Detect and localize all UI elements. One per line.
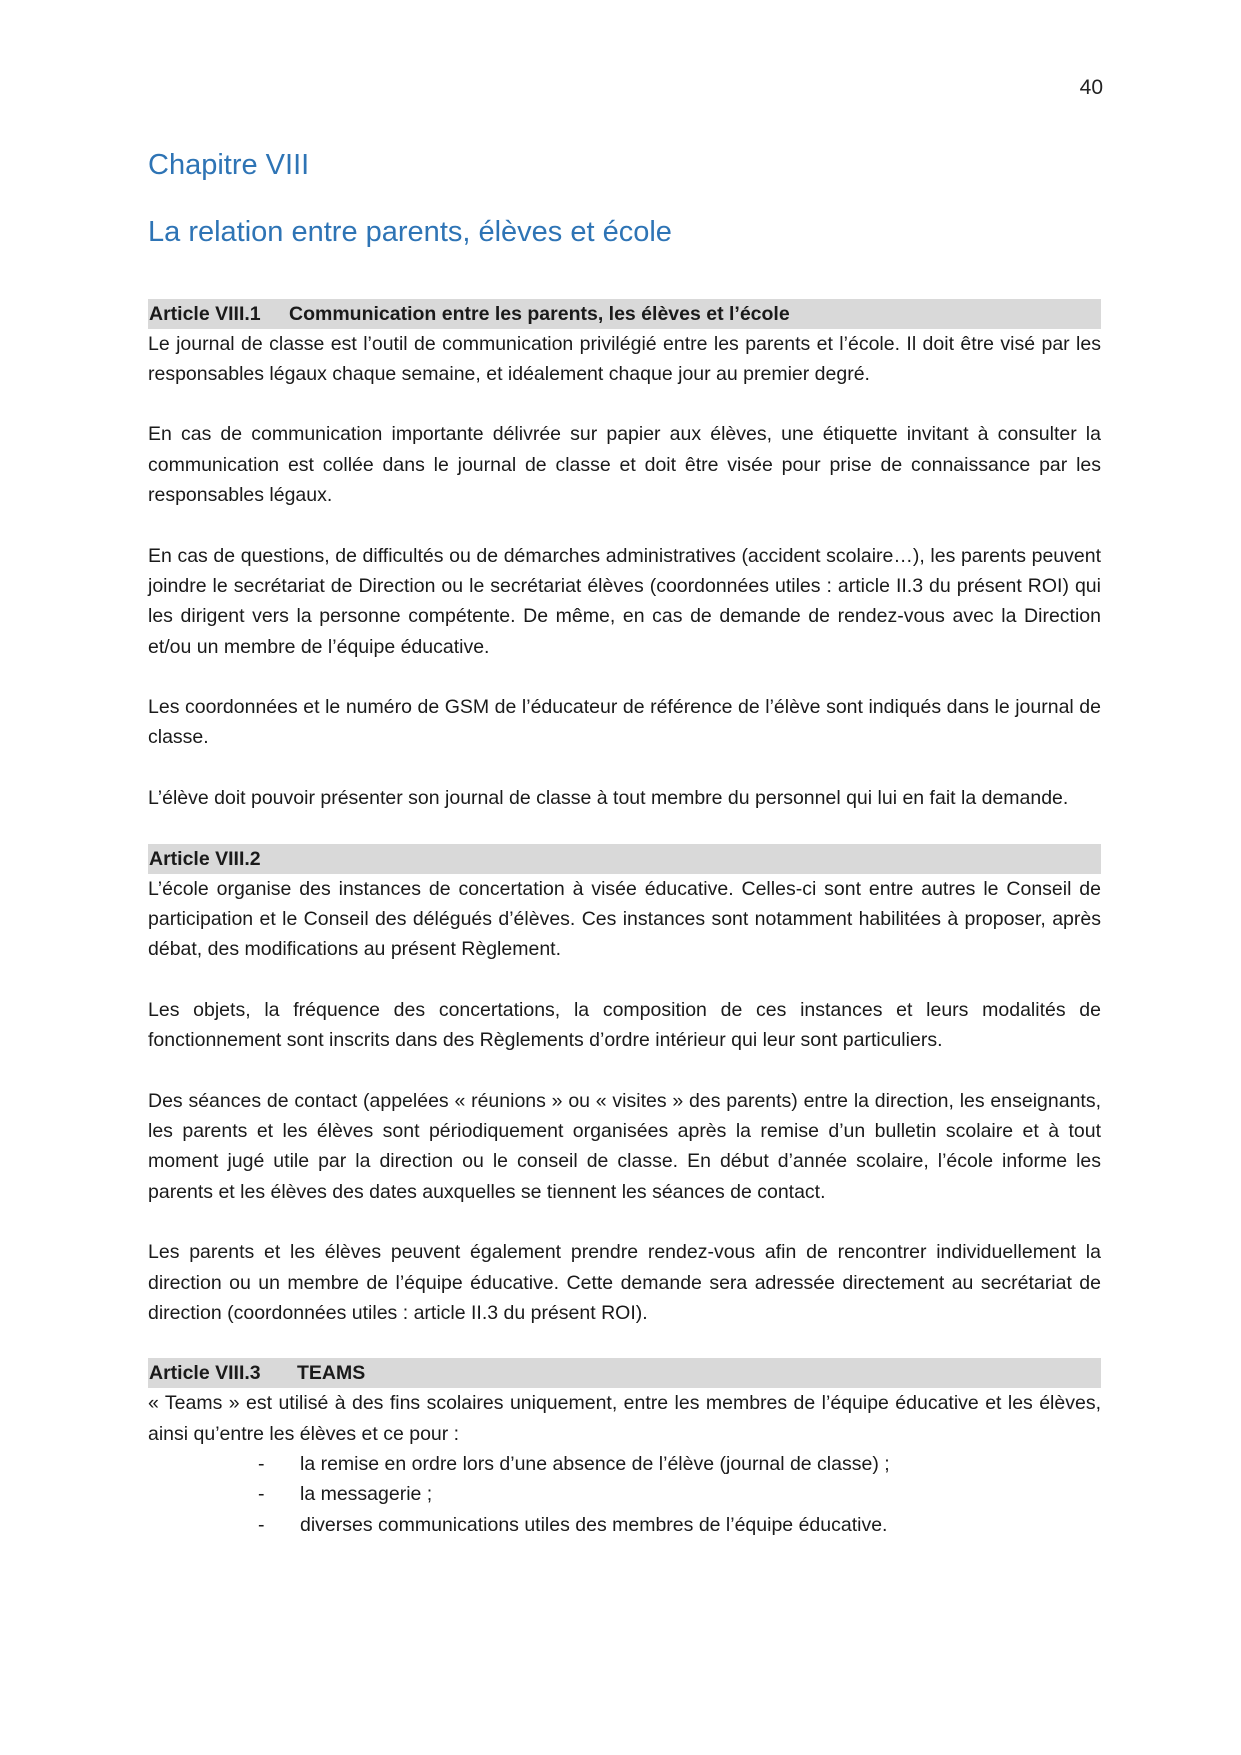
paragraph: L’élève doit pouvoir présenter son journal de classe à tout membre du personnel qui lui en fait la demande.	[148, 787, 1069, 810]
list-dash: -	[258, 1452, 265, 1475]
paragraph: En cas de communication importante délivrée sur papier aux élèves, une étiquette invitant à consulter la communication est collée dans le journal de classe et doit être visée pour prise de connaissance par les responsables légaux.	[148, 423, 1101, 507]
list-dash: -	[258, 1513, 265, 1536]
chapter-subtitle: La relation entre parents, élèves et école	[148, 215, 672, 248]
paragraph: En cas de questions, de difficultés ou de démarches administratives (accident scolaire…), les parents peuvent joindre le secrétariat de Direction ou le secrétariat élèves (coordonnées utiles : article II.3 du présent ROI) qui les dirigent vers la personne compétente. De même, en cas de demande de rendez-vous avec la Direction et/ou un membre de l’équipe éducative.	[148, 544, 1101, 658]
paragraph-spacer	[148, 1328, 1101, 1358]
list-item-text: diverses communications utiles des membres de l’équipe éducative.	[300, 1513, 888, 1536]
list-item-text: la messagerie ;	[300, 1483, 433, 1506]
paragraph: Le journal de classe est l’outil de communication privilégié entre les parents et l’école. Il doit être visé par les responsables légaux chaque semaine, et idéalement chaque jour au premier degré.	[148, 332, 1101, 385]
list-item	[148, 1449, 1101, 1479]
paragraph: Les parents et les élèves peuvent également prendre rendez-vous afin de rencontrer individuellement la direction ou un membre de l’équipe éducative. Cette demande sera adressée directement au secrétariat de direction (coordonnées utiles : article II.3 du présent ROI).	[148, 1241, 1101, 1324]
list-dash: -	[258, 1483, 265, 1506]
chapter-title: Chapitre VIII	[148, 149, 310, 181]
bullet-list	[148, 1449, 1101, 1540]
paragraph: Les coordonnées et le numéro de GSM de l’éducateur de référence de l’élève sont indiqués dans le journal de classe.	[148, 696, 1101, 749]
page-content	[148, 148, 1101, 1540]
article-header	[148, 299, 1101, 329]
article-header	[148, 844, 1101, 874]
article-viii-2	[148, 844, 1101, 1359]
article-number: Article VIII.3	[149, 1362, 261, 1385]
paragraph-spacer	[148, 813, 1101, 843]
list-item-text: la remise en ordre lors d’une absence de l’élève (journal de classe) ;	[300, 1452, 890, 1475]
paragraph: Des séances de contact (appelées « réunions » ou « visites » des parents) entre la direction, les enseignants, les parents et les élèves sont périodiquement organisées après la remise d’un bulletin scolaire et à tout moment jugé utile par la direction ou le conseil de classe. En début d’année scolaire, l’école informe les parents et les élèves des dates auxquelles se tiennent les séances de contact.	[148, 1089, 1101, 1203]
article-title: Communication entre les parents, les élèves et l’école	[289, 302, 790, 325]
list-item	[148, 1510, 1101, 1540]
article-number: Article VIII.2	[149, 847, 261, 870]
article-viii-3	[148, 1358, 1101, 1539]
paragraph: « Teams » est utilisé à des fins scolaires uniquement, entre les membres de l’équipe éducative et les élèves, ainsi qu’entre les élèves et ce pour :	[148, 1392, 1101, 1445]
article-title: TEAMS	[297, 1362, 366, 1385]
paragraph: Les objets, la fréquence des concertations, la composition de ces instances et leurs modalités de fonctionnement sont inscrits dans des Règlements d’ordre intérieur qui leur sont particuliers.	[148, 998, 1101, 1052]
article-viii-1	[148, 299, 1101, 844]
article-header	[148, 1358, 1101, 1388]
list-item	[148, 1479, 1101, 1509]
page-number: 40	[1079, 76, 1103, 99]
article-number: Article VIII.1	[149, 302, 261, 325]
paragraph: L’école organise des instances de concertation à visée éducative. Celles-ci sont entre autres le Conseil de participation et le Conseil des délégués d’élèves. Ces instances sont notamment habilitées à proposer, après débat, des modifications au présent Règlement.	[148, 877, 1101, 961]
